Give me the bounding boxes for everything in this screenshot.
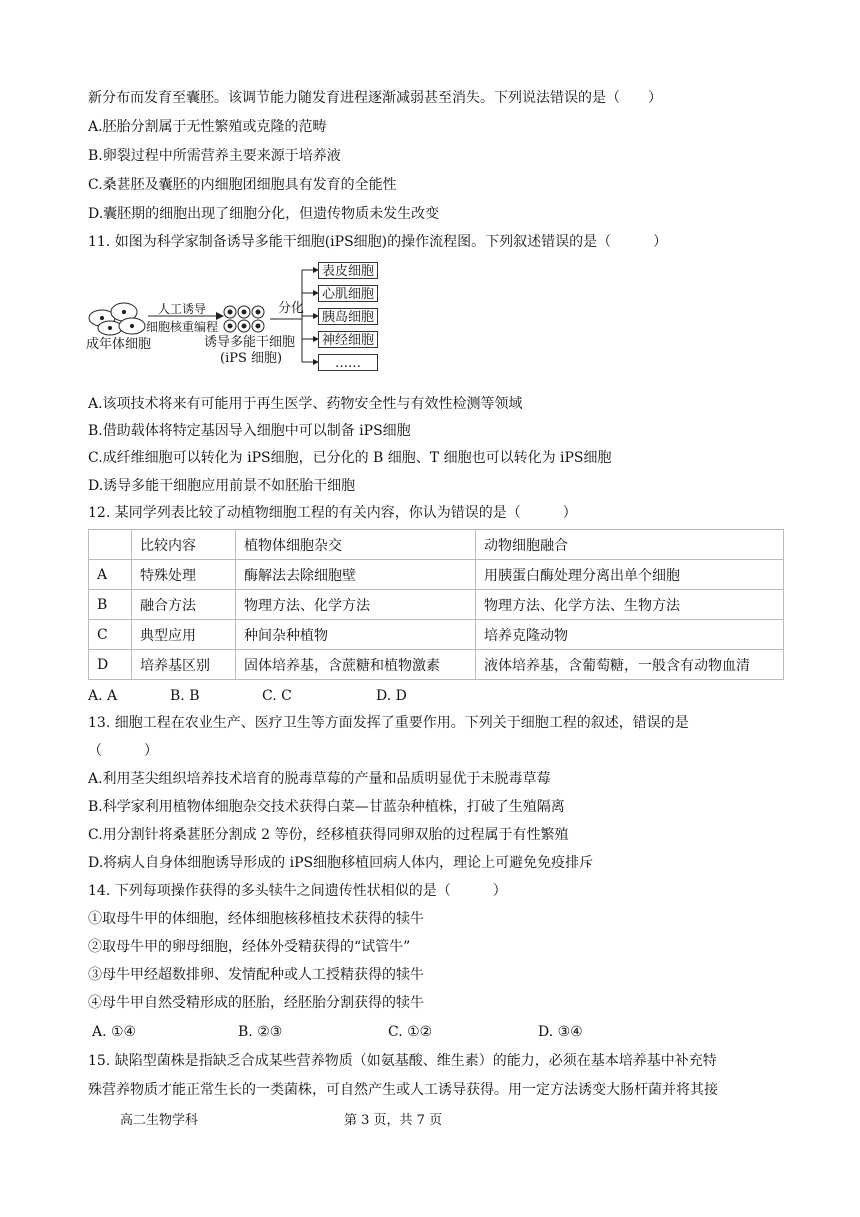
ips-label-1: 诱导多能干细胞 xyxy=(204,335,296,350)
q13-paren: （ ） xyxy=(88,743,158,759)
table-cell: A xyxy=(89,560,132,590)
ips-flow-diagram xyxy=(80,260,400,380)
table-cell xyxy=(89,530,132,560)
target-cardiac: 心肌细胞 xyxy=(318,285,378,302)
q10-option-a: A.胚胎分割属于无性繁殖或克隆的范畴 xyxy=(88,119,327,135)
q14-item-1: ①取母牛甲的体细胞，经体细胞核移植技术获得的犊牛 xyxy=(88,911,424,927)
target-neuron: 神经细胞 xyxy=(318,331,378,348)
q10-stem-tail: 新分布而发育至囊胚。该调节能力随发育进程逐渐减弱甚至消失。下列说法错误的是（ ） xyxy=(88,90,662,106)
table-cell: 物理方法、化学方法、生物方法 xyxy=(476,590,784,620)
q13-option-c: C.用分割针将桑葚胚分割成 2 等份，经移植获得同卵双胎的过程属于有性繁殖 xyxy=(88,827,569,843)
footer-subject: 高二生物学科 xyxy=(120,1113,199,1128)
arrow-bottom-label: 细胞核重编程 xyxy=(146,320,219,334)
adult-cells-label: 成年体细胞 xyxy=(86,337,152,352)
q13-option-b: B.科学家利用植物体细胞杂交技术获得白菜—甘蓝杂种植株，打破了生殖隔离 xyxy=(88,799,565,815)
table-cell: 酶解法去除细胞壁 xyxy=(236,560,476,590)
table-cell: 融合方法 xyxy=(132,590,236,620)
q12-option-b: B. B xyxy=(170,688,200,704)
table-cell: 种间杂种植物 xyxy=(236,620,476,650)
q10-option-d: D.囊胚期的细胞出现了细胞分化，但遗传物质未发生改变 xyxy=(88,206,440,222)
table-row xyxy=(89,560,784,590)
q14-option-b: B. ②③ xyxy=(238,1024,283,1040)
table-cell: D xyxy=(89,650,132,680)
target-islet: 胰岛细胞 xyxy=(318,308,378,325)
q13-stem: 13. 细胞工程在农业生产、医疗卫生等方面发挥了重要作用。下列关于细胞工程的叙述，错误的是 xyxy=(88,715,689,731)
table-cell: 培养基区别 xyxy=(132,650,236,680)
table-row xyxy=(89,650,784,680)
target-epidermal: 表皮细胞 xyxy=(318,262,378,279)
q11-option-b: B.借助载体将特定基因导入细胞中可以制备 iPS细胞 xyxy=(88,423,411,439)
table-cell: 典型应用 xyxy=(132,620,236,650)
table-cell: 固体培养基，含蔗糖和植物激素 xyxy=(236,650,476,680)
q14-option-a: A. ①④ xyxy=(92,1024,137,1040)
target-etc: …… xyxy=(318,354,378,371)
footer-page-number: 第 3 页，共 7 页 xyxy=(344,1113,443,1128)
table-cell: 用胰蛋白酶处理分离出单个细胞 xyxy=(476,560,784,590)
table-header-row xyxy=(89,530,784,560)
table-cell: 比较内容 xyxy=(132,530,236,560)
q14-option-d: D. ③④ xyxy=(538,1024,583,1040)
table-cell: 液体培养基，含葡萄糖，一般含有动物血清 xyxy=(476,650,784,680)
q13-option-d: D.将病人自身体细胞诱导形成的 iPS细胞移植回病人体内，理论上可避免免疫排斥 xyxy=(88,855,594,871)
q14-item-2: ②取母牛甲的卵母细胞，经体外受精获得的“试管牛” xyxy=(88,939,411,955)
q13-option-a: A.利用茎尖组织培养技术培育的脱毒草莓的产量和品质明显优于未脱毒草莓 xyxy=(88,771,551,787)
table-row xyxy=(89,590,784,620)
table-cell: C xyxy=(89,620,132,650)
table-cell: 培养克隆动物 xyxy=(476,620,784,650)
q11-option-d: D.诱导多能干细胞应用前景不如胚胎干细胞 xyxy=(88,478,356,494)
q12-option-a: A. A xyxy=(88,688,118,704)
adult-cells-icon xyxy=(89,303,145,335)
q14-item-4: ④母牛甲自然受精形成的胚胎，经胚胎分割获得的犊牛 xyxy=(88,995,424,1011)
arrow-top-label: 人工诱导 xyxy=(158,302,207,316)
differentiation-label: 分化 xyxy=(278,301,305,316)
table-cell: 特殊处理 xyxy=(132,560,236,590)
q11-stem: 11. 如图为科学家制备诱导多能干细胞(iPS细胞)的操作流程图。下列叙述错误的是（ ） xyxy=(88,234,668,250)
q12-option-d: D. D xyxy=(376,688,407,704)
table-cell: 物理方法、化学方法 xyxy=(236,590,476,620)
q14-option-c: C. ①② xyxy=(388,1024,433,1040)
q15-stem-cont: 殊营养物质才能正常生长的一类菌株，可自然产生或人工诱导获得。用一定方法诱变大肠杆菌并将其接 xyxy=(88,1082,718,1098)
comparison-table xyxy=(88,529,784,680)
ips-cells-icon xyxy=(224,306,264,332)
q10-option-c: C.桑葚胚及囊胚的内细胞团细胞具有发育的全能性 xyxy=(88,177,397,193)
table-row xyxy=(89,620,784,650)
q10-option-b: B.卵裂过程中所需营养主要来源于培养液 xyxy=(88,148,341,164)
q11-option-c: C.成纤维细胞可以转化为 iPS细胞，已分化的 B 细胞、T 细胞也可以转化为 iPS细胞 xyxy=(88,450,612,466)
table-cell: B xyxy=(89,590,132,620)
table-cell: 动物细胞融合 xyxy=(476,530,784,560)
q15-stem: 15. 缺陷型菌株是指缺乏合成某些营养物质（如氨基酸、维生素）的能力，必须在基本培养基中补充特 xyxy=(88,1053,717,1069)
q11-option-a: A.该项技术将来有可能用于再生医学、药物安全性与有效性检测等领域 xyxy=(88,396,523,412)
q12-stem: 12. 某同学列表比较了动植物细胞工程的有关内容，你认为错误的是（ ） xyxy=(88,505,577,521)
q14-stem: 14. 下列每项操作获得的多头犊牛之间遗传性状相似的是（ ） xyxy=(88,883,507,899)
q14-item-3: ③母牛甲经超数排卵、发情配种或人工授精获得的犊牛 xyxy=(88,967,424,983)
q12-option-c: C. C xyxy=(262,688,292,704)
ips-label-2: (iPS 细胞) xyxy=(220,351,283,366)
table-cell: 植物体细胞杂交 xyxy=(236,530,476,560)
